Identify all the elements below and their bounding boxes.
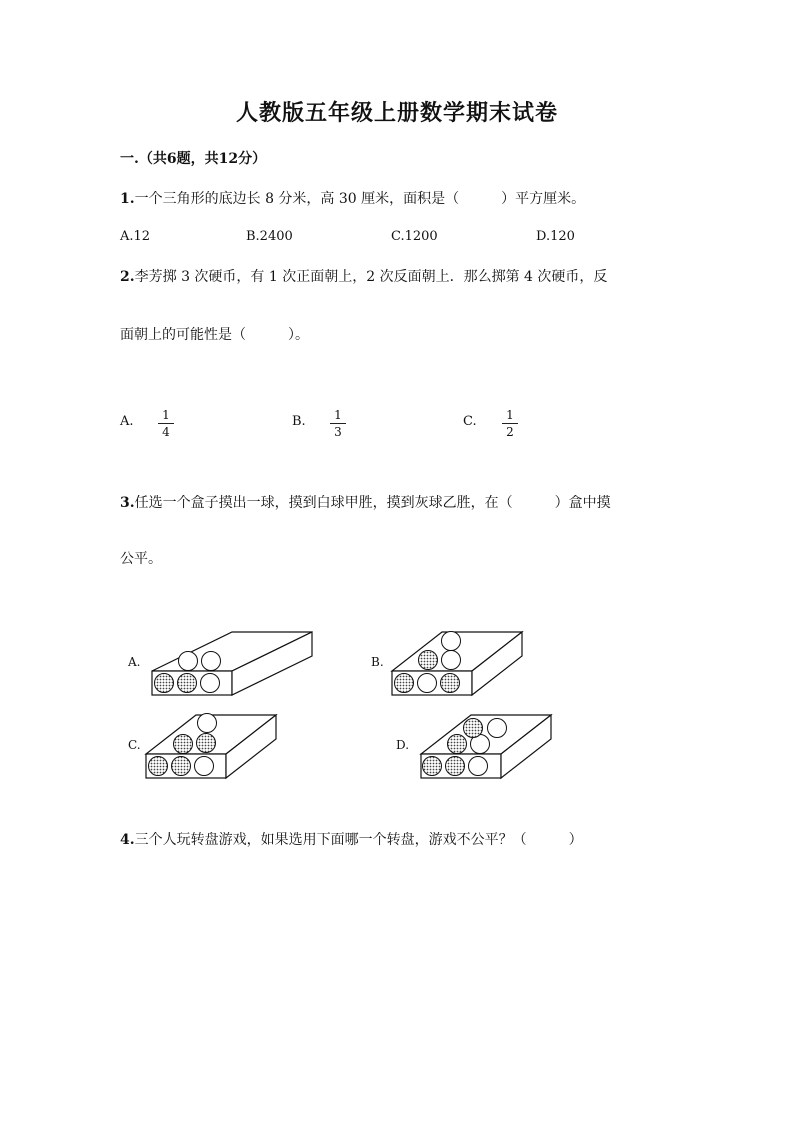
white-ball: [202, 652, 221, 671]
fraction-numerator: 1: [502, 408, 518, 424]
fraction-numerator: 1: [158, 408, 174, 424]
white-ball: [198, 714, 217, 733]
box-c-label: C.: [128, 738, 141, 752]
white-ball: [442, 651, 461, 670]
fraction-denominator: 4: [162, 425, 170, 439]
question-2-option-b-label: B.: [292, 414, 306, 429]
gray-ball: [423, 757, 442, 776]
question-2-number: 2.: [120, 269, 135, 285]
white-ball: [418, 674, 437, 693]
page-title: 人教版五年级上册数学期末试卷: [235, 100, 558, 126]
question-1-option-b: B.2400: [246, 229, 293, 244]
gray-ball: [446, 757, 465, 776]
question-1-option-a: A.12: [120, 229, 151, 244]
question-2-text: 李芳掷 3 次硬币，有 1 次正面朝上，2 次反面朝上．那么掷第 4 次硬币，反: [134, 269, 608, 285]
fraction-numerator: 1: [330, 408, 346, 424]
question-2-option-c-label: C.: [463, 414, 477, 429]
gray-ball: [178, 674, 197, 693]
gray-ball: [149, 757, 168, 776]
box-b: [392, 632, 522, 696]
gray-ball: [395, 674, 414, 693]
question-3-number: 3.: [120, 495, 135, 511]
question-1-option-d: D.120: [536, 229, 575, 244]
question-4-number: 4.: [120, 832, 135, 848]
question-1-option-c: C.1200: [391, 229, 438, 244]
box-b-label: B.: [371, 655, 384, 669]
gray-ball: [448, 735, 467, 754]
white-ball: [442, 632, 461, 651]
white-ball: [469, 757, 488, 776]
fraction-denominator: 3: [334, 425, 342, 439]
section-header: 一.（共6题，共12分）: [120, 151, 267, 167]
fraction-denominator: 2: [506, 425, 514, 439]
question-3-text: 任选一个盒子摸出一球，摸到白球甲胜，摸到灰球乙胜，在（ ）盒中摸: [134, 495, 611, 511]
gray-ball: [419, 651, 438, 670]
gray-ball: [172, 757, 191, 776]
question-1-text: 一个三角形的底边长 8 分米，高 30 厘米，面积是（ ）平方厘米。: [134, 191, 586, 207]
box-a: [152, 632, 312, 695]
gray-ball: [174, 735, 193, 754]
question-3-line-2: 公平。: [120, 551, 162, 567]
white-ball: [195, 757, 214, 776]
box-c: [146, 714, 276, 779]
question-2-option-a-label: A.: [120, 414, 134, 429]
question-4-text: 三个人玩转盘游戏，如果选用下面哪一个转盘，游戏不公平？（ ）: [134, 832, 583, 848]
question-4: [120, 829, 583, 849]
box-a-label: A.: [128, 655, 141, 669]
question-1-number: 1.: [120, 191, 135, 207]
box-d: [421, 715, 551, 778]
white-ball: [201, 674, 220, 693]
question-2-line-2: 面朝上的可能性是（ ）。: [120, 327, 309, 343]
white-ball: [488, 719, 507, 738]
gray-ball: [441, 674, 460, 693]
box-d-label: D.: [396, 738, 410, 752]
gray-ball: [197, 734, 216, 753]
white-ball: [179, 652, 198, 671]
gray-ball: [464, 719, 483, 738]
gray-ball: [155, 674, 174, 693]
